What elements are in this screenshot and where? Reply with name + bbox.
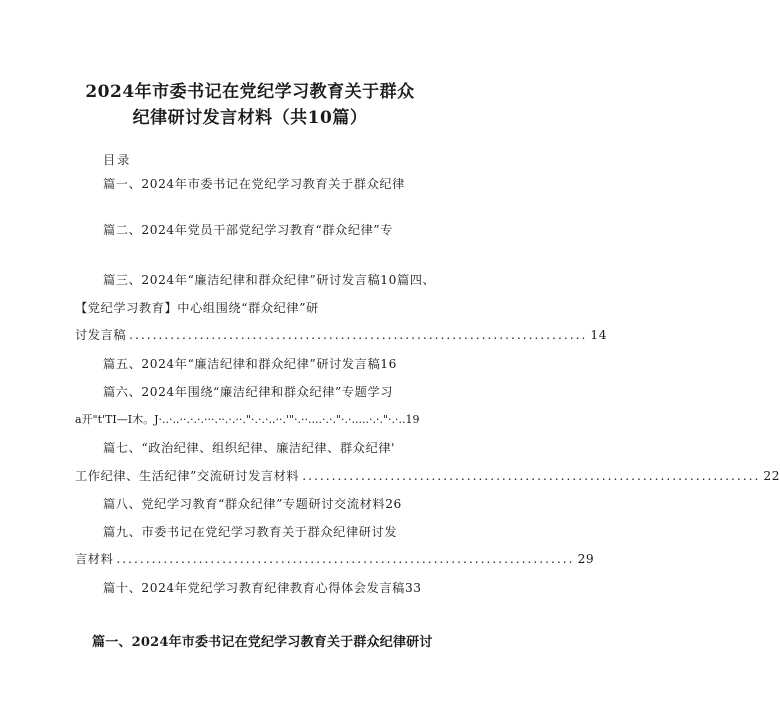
toc-label: 目录 (103, 153, 132, 167)
toc-entry-9-page: 29 (577, 552, 595, 566)
toc-entry-7-cont[interactable] (75, 467, 780, 484)
section-heading: 篇一、2024年市委书记在党纪学习教育关于群众纪律研讨 (92, 635, 433, 650)
toc-leader-dots: .............................................................................. (129, 328, 588, 342)
toc-entry-7-page: 22 (763, 469, 780, 483)
toc-entry-5[interactable]: 篇五、2024年“廉洁纪律和群众纪律”研讨发言稿16 (103, 357, 397, 371)
toc-entry-3[interactable]: 篇三、2024年“廉洁纪律和群众纪律”研讨发言稿10篇四、 (103, 273, 436, 287)
toc-entry-4-page: 14 (590, 328, 608, 342)
toc-entry-10[interactable]: 篇十、2024年党纪学习教育纪律教育心得体会发言稿33 (103, 581, 422, 595)
toc-entry-7-text: 工作纪律、生活纪律”交流研讨发言材料 (75, 469, 300, 483)
document-title-line-1: 2024年市委书记在党纪学习教育关于群众 (85, 82, 415, 102)
toc-entry-6[interactable]: 篇六、2024年围绕“廉洁纪律和群众纪律”专题学习 (103, 385, 394, 399)
toc-entry-2[interactable]: 篇二、2024年党员干部党纪学习教育“群众纪律”专 (103, 223, 394, 237)
toc-entry-4-text: 讨发言稿 (75, 328, 127, 342)
toc-entry-4[interactable] (75, 326, 608, 343)
toc-leader-dots: .............................................................................. (116, 552, 575, 566)
toc-leader-dots: .............................................................................. (302, 469, 761, 483)
toc-entry-9[interactable]: 篇九、市委书记在党纪学习教育关于群众纪律研讨发 (103, 525, 398, 539)
document-title-line-2: 纪律研讨发言材料（共10篇） (132, 108, 368, 128)
toc-entry-1[interactable]: 篇一、2024年市委书记在党纪学习教育关于群众纪律 (103, 177, 405, 191)
toc-entry-8[interactable]: 篇八、党纪学习教育“群众纪律”专题研讨交流材料26 (103, 497, 402, 511)
toc-entry-3-cont[interactable]: 【党纪学习教育】中心组围绕“群众纪律”研 (75, 301, 319, 315)
toc-entry-9-text: 言材料 (75, 552, 114, 566)
toc-entry-9-cont[interactable] (75, 550, 595, 567)
toc-entry-7[interactable]: 篇七、“政治纪律、组织纪律、廉洁纪律、群众纪律' (103, 441, 396, 455)
toc-entry-6-cont[interactable]: a开"t'TI—I木。J·..·..··.·.·.···.··.·.··."·.·.·..··.'"·.··....·.·."·.·.....·.·."·.·..19 (75, 413, 420, 426)
